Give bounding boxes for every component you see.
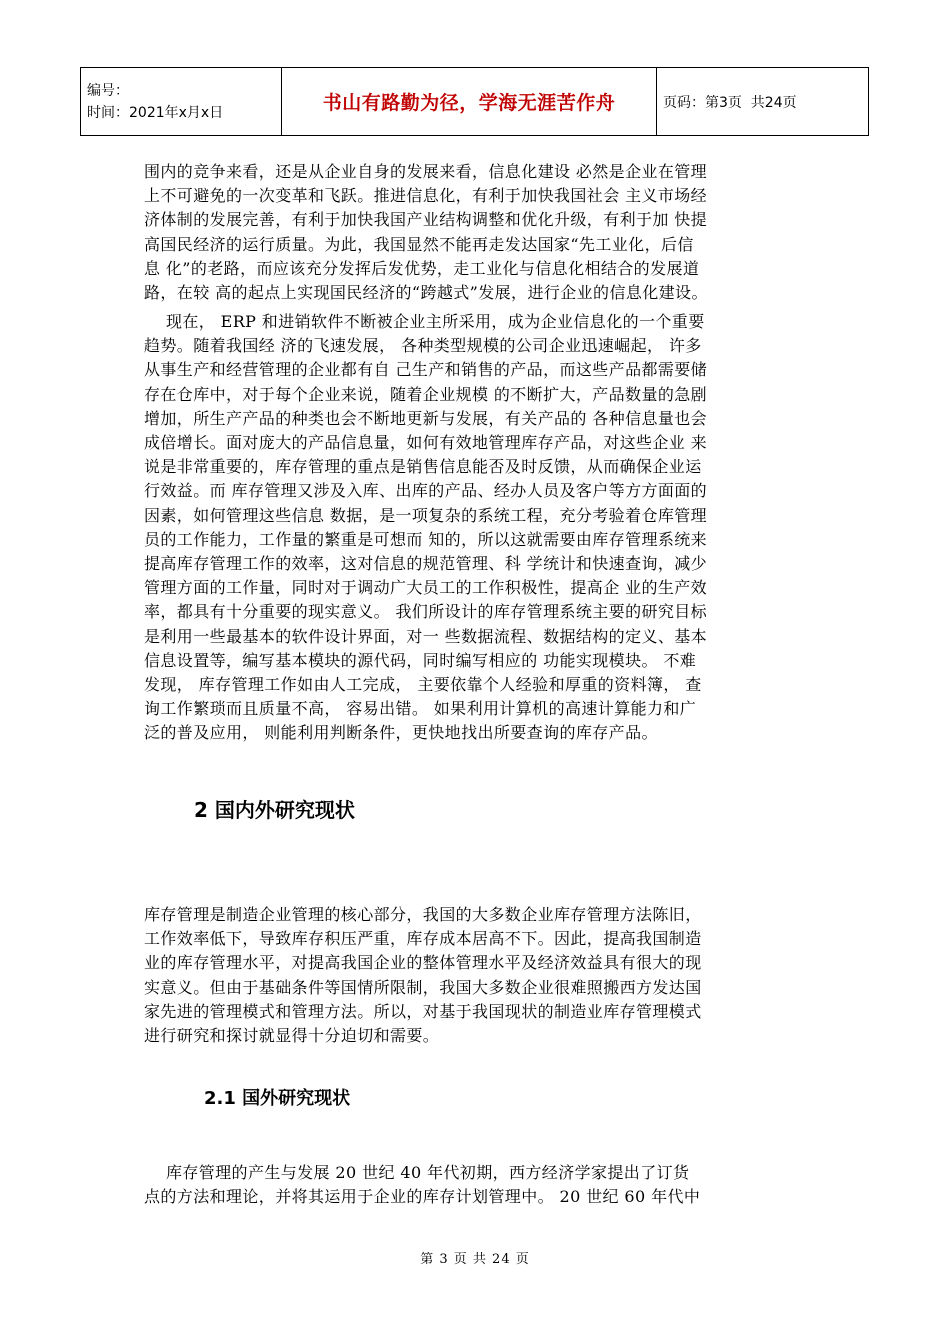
text-line: 成倍增长。面对庞大的产品信息量，如何有效地管理库存产品，对这些企业 来 bbox=[144, 433, 708, 453]
text-line: 率，都具有十分重要的现实意义。 我们所设计的库存管理系统主要的研究目标 bbox=[144, 602, 708, 622]
text-line: 增加，所生产产品的种类也会不断地更新与发展，有关产品的 各种信息量也会 bbox=[144, 408, 708, 428]
text-line: 发现， 库存管理工作如由人工完成， 主要依靠个人经验和厚重的资料簿， 查 bbox=[144, 675, 702, 695]
text-line: 业的库存管理水平，对提高我国企业的整体管理水平及经济效益具有很大的现 bbox=[144, 953, 702, 973]
page-header bbox=[80, 67, 869, 136]
text-line: 说是非常重要的，库存管理的重点是销售信息能否及时反馈，从而确保企业运 bbox=[144, 457, 702, 477]
text-line: 泛的普及应用， 则能利用判断条件，更快地找出所要查询的库存产品。 bbox=[144, 723, 658, 743]
text-line: 点的方法和理论，并将其运用于企业的库存计划管理中。 20 世纪 60 年代中 bbox=[144, 1187, 701, 1207]
text-line: 库存管理是制造企业管理的核心部分，我国的大多数企业库存管理方法陈旧， bbox=[144, 905, 702, 924]
text-line: 存在仓库中，对于每个企业来说，随着企业规模 的不断扩大，产品数量的急剧 bbox=[144, 384, 708, 404]
paragraph-4 bbox=[144, 1161, 809, 1209]
paragraph-2 bbox=[144, 310, 809, 746]
text-line: 上不可避免的一次变革和飞跃。推进信息化，有利于加快我国社会 主义市场经 bbox=[144, 186, 708, 206]
text-line: 询工作繁琐而且质量不高， 容易出错。 如果利用计算机的高速计算能力和广 bbox=[144, 699, 697, 719]
text-line: 因素，如何管理这些信息 数据，是一项复杂的系统工程，充分考验着仓库管理 bbox=[144, 505, 708, 525]
text-line: 进行研究和探讨就显得十分迫切和需要。 bbox=[144, 1026, 440, 1046]
text-line: 济体制的发展完善，有利于加快我国产业结构调整和优化升级，有利于加 快提 bbox=[144, 210, 708, 230]
text-line: 家先进的管理模式和管理方法。所以，对基于我国现状的制造业库存管理模式 bbox=[144, 1001, 702, 1021]
text-line: 路，在较 高的起点上实现国民经济的“跨越式”发展，进行企业的信息化建设。 bbox=[144, 283, 708, 303]
page-footer: 第 3 页 共 24 页 bbox=[420, 1252, 530, 1267]
text-line: 从事生产和经营管理的企业都有自 己生产和销售的产品，而这些产品都需要储 bbox=[144, 360, 708, 380]
header-page-info bbox=[657, 68, 869, 136]
document-time-label: 时间：2021年x月x日 bbox=[87, 104, 224, 121]
text-line: 行效益。而 库存管理又涉及入库、出库的产品、经办人员及客户等方方面面的 bbox=[144, 481, 708, 501]
text-line: 高国民经济的运行质量。为此，我国显然不能再走发达国家“先工业化，后信 bbox=[144, 234, 694, 254]
document-number-label: 编号： bbox=[87, 82, 129, 99]
text-line: 是利用一些最基本的软件设计界面，对一 些数据流程、数据结构的定义、基本 bbox=[144, 626, 708, 646]
section-heading-2: 2 国内外研究现状 bbox=[194, 798, 355, 822]
text-line: 库存管理的产生与发展 20 世纪 40 年代初期，西方经济学家提出了订货 bbox=[144, 1163, 690, 1182]
text-line: 现在， ERP 和进销软件不断被企业主所采用，成为企业信息化的一个重要 bbox=[144, 312, 705, 331]
text-line: 信息设置等，编写基本模块的源代码，同时编写相应的 功能实现模块。 不难 bbox=[144, 650, 697, 670]
header-motto: 书山有路勤为径，学海无涯苦作舟 bbox=[282, 68, 657, 136]
paragraph-3 bbox=[144, 903, 809, 1048]
text-line: 趋势。随着我国经 济的飞速发展， 各种类型规模的公司企业迅速崛起， 许多 bbox=[144, 336, 702, 356]
paragraph-1 bbox=[144, 160, 809, 305]
text-line: 围内的竞争来看，还是从企业自身的发展来看，信息化建设 必然是企业在管理 bbox=[144, 162, 708, 181]
section-heading-2-1: 2.1 国外研究现状 bbox=[204, 1088, 351, 1109]
page-info-text: 页码：第3页 共24页 bbox=[663, 94, 797, 111]
text-line: 管理方面的工作量，同时对于调动广大员工的工作积极性，提高企 业的生产效 bbox=[144, 578, 708, 598]
text-line: 提高库存管理工作的效率，这对信息的规范管理、科 学统计和快速查询，减少 bbox=[144, 554, 708, 574]
text-line: 实意义。但由于基础条件等国情所限制，我国大多数企业很难照搬西方发达国 bbox=[144, 977, 702, 997]
text-line: 息 化”的老路，而应该充分发挥后发优势，走工业化与信息化相结合的发展道 bbox=[144, 258, 700, 278]
text-line: 工作效率低下，导致库存积压严重，库存成本居高不下。因此，提高我国制造 bbox=[144, 929, 702, 949]
header-meta bbox=[81, 68, 282, 136]
text-line: 员的工作能力，工作量的繁重是可想而 知的，所以这就需要由库存管理系统来 bbox=[144, 529, 708, 549]
